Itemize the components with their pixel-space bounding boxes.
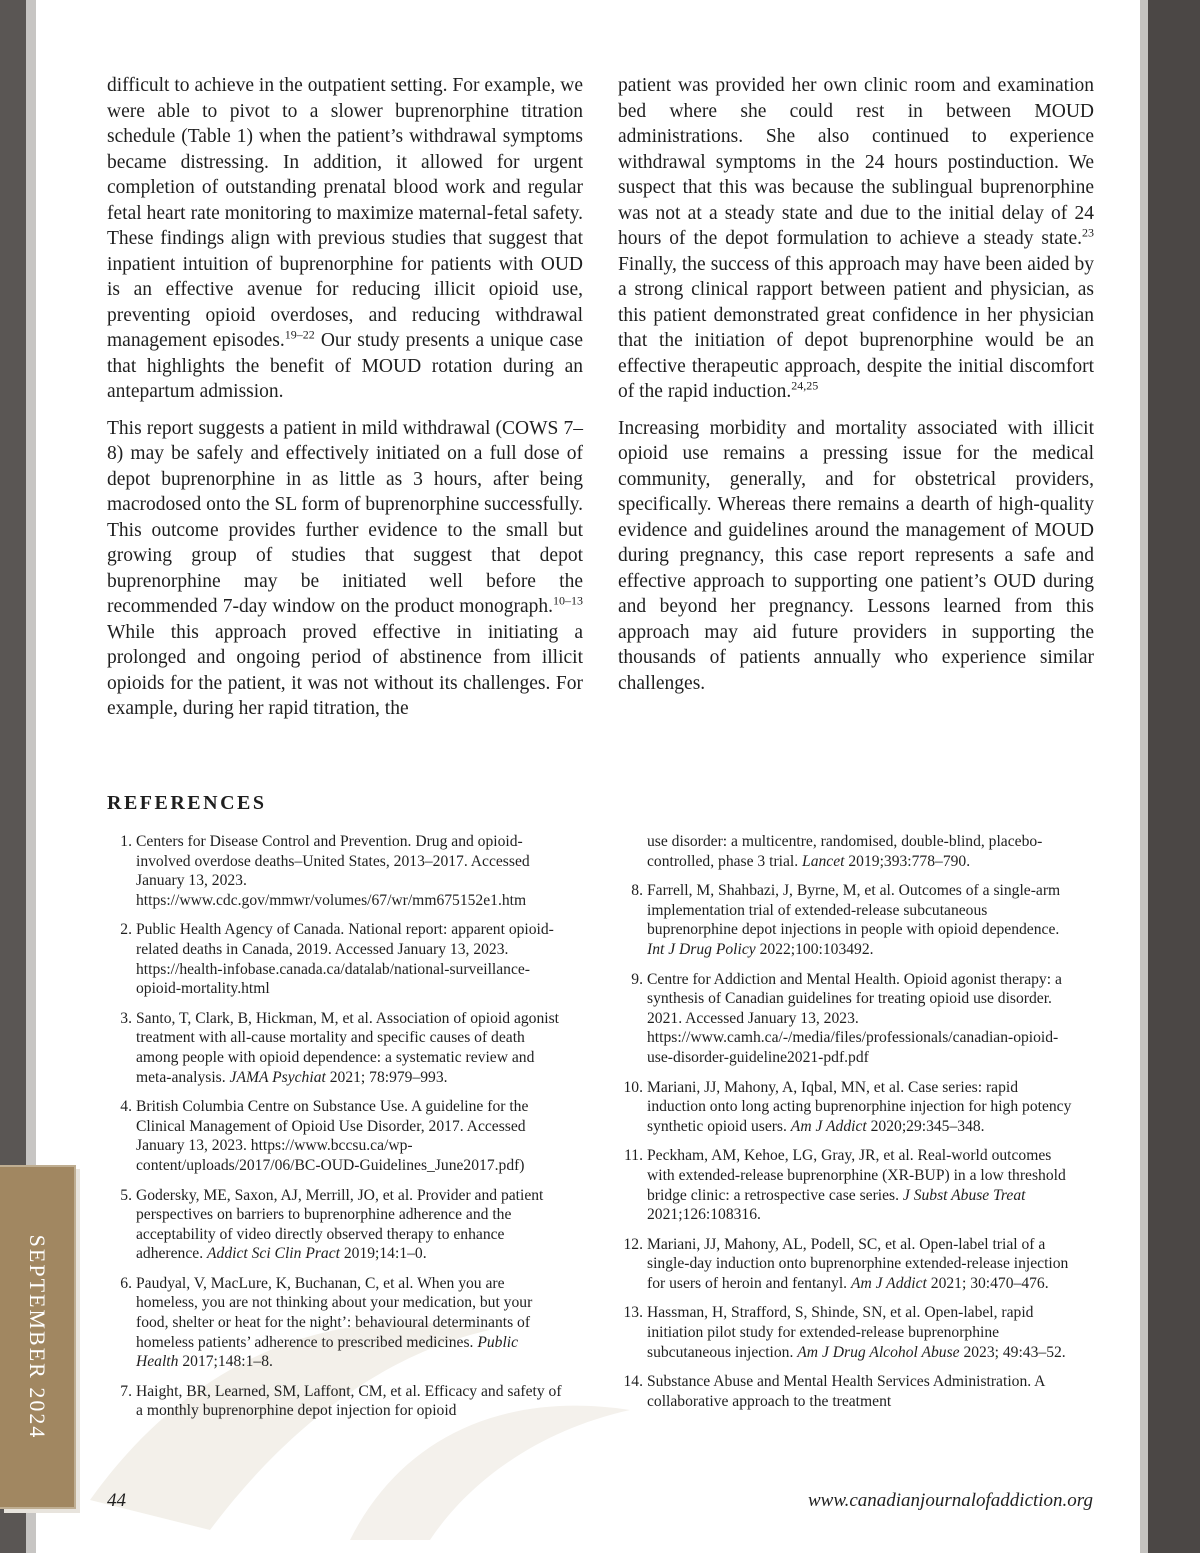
references-heading: REFERENCES: [107, 792, 267, 814]
reference-item: 10. Mariani, JJ, Mahony, A, Iqbal, MN, et al. Case series: rapid induction onto long acting buprenorphine injection for high potency synthetic opioid users. Am J Addict 2020;29:345–348.: [623, 1078, 1072, 1135]
right-margin-stripe: [1140, 0, 1148, 1553]
body-paragraph: difficult to achieve in the outpatient setting. For example, we were able to pivot to a slower buprenorphine titration schedule (Table 1) when the patient’s withdrawal symptoms became distressing. In addition, it allowed for urgent completion of outstanding prenatal blood work and regular fetal heart rate monitoring to maximize maternal-fetal safety. These findings align with previous studies that suggest that inpatient intuition of buprenorphine for patients with OUD is an effective avenue for reducing illicit opioid use, preventing opioid overdoses, and reducing withdrawal management episodes.$^{19-22}$ Our study presents a unique case that highlights the benefit of MOUD rotation during an antepartum admission.: [107, 75, 584, 402]
right-margin-bar: [1148, 0, 1200, 1553]
body-column-left: [107, 73, 583, 733]
references-list-left: [107, 832, 562, 1431]
references-list-right: [618, 832, 1073, 1421]
reference-item: 11. Peckham, AM, Kehoe, LG, Gray, JR, et al. Real-world outcomes with extended-release buprenorphine (XR-BUP) in a low threshold bridge clinic: a retrospective case series. J Subst Abuse Treat 2021;126:108316.: [624, 1147, 1066, 1224]
body-paragraph: patient was provided her own clinic room and examination bed where she could rest in between MOUD administrations. She also continued to experience withdrawal symptoms in the 24 hours postinduction. We suspect that this was because the sublingual buprenorphine was not at a steady state and due to the initial delay of 24 hours of the depot formulation to achieve a steady state.$^{23}$ Finally, the success of this approach may have been aided by a strong clinical rapport between patient and physician, as this patient demonstrated great confidence in her physician that the initiation of depot buprenorphine would be an effective therapeutic approach, despite the initial discomfort of the rapid induction.$^{24,25}$: [618, 75, 1094, 402]
reference-item: 7. Haight, BR, Learned, SM, Laffont, CM, et al. Efficacy and safety of a monthly buprenorphine depot injection for opioid: [120, 1382, 562, 1420]
reference-item: 4. British Columbia Centre on Substance Use. A guideline for the Clinical Management of Opioid Use Disorder, 2017. Accessed January 13, 2023. https://www.bccsu.ca/wp-content/uploads/2017/06/BC-OUD-Guidelines_June2017.pdf): [120, 1098, 529, 1174]
citation-superscript: 19–22: [284, 327, 315, 342]
reference-item: 1. Centers for Disease Control and Prevention. Drug and opioid-involved overdose deaths–United States, 2013–2017. Accessed January 13, 2023. https://www.cdc.gov/mmwr/volumes/67/wr/mm675152e1.htm: [120, 833, 530, 909]
reference-item: 14. Substance Abuse and Mental Health Services Administration. A collaborative approach to the treatment: [623, 1373, 1045, 1410]
reference-item: 12. Mariani, JJ, Mahony, AL, Podell, SC, et al. Open-label trial of a single-day induction onto buprenorphine extended-release injection for users of heroin and fentanyl. Am J Addict 2021; 30:470–476.: [623, 1235, 1069, 1292]
reference-item: 2. Public Health Agency of Canada. National report: apparent opioid-related deaths in Canada, 2019. Accessed January 13, 2023. https://health-infobase.canada.ca/datalab/national-surveillance-opioid-mortality.html: [120, 921, 554, 998]
journal-url[interactable]: www.canadianjournalofaddiction.org: [807, 1490, 1093, 1511]
body-paragraph: Increasing morbidity and mortality associated with illicit opioid use remains a pressing issue for the medical community, generally, and for obstetrical providers, specifically. Whereas there remains a dearth of high-quality evidence and guidelines around the management of MOUD during pregnancy, this case report represents a safe and effective approach to supporting one patient’s OUD during and beyond her pregnancy. Lessons learned from this approach may aid future providers in supporting the thousands of patients annually who experience similar challenges.: [618, 417, 1094, 694]
reference-item: 6. Paudyal, V, MacLure, K, Buchanan, C, et al. When you are homeless, you are not thinking about your medication, but your food, shelter or heat for the night’: behavioural determinants of homeless patients’ adherence to prescribed medicines. Public Health 2017;148:1–8.: [120, 1274, 533, 1371]
reference-item: 5. Godersky, ME, Saxon, AJ, Merrill, JO, et al. Provider and patient perspectives on barriers to buprenorphine adherence and the acceptability of video directly observed therapy to enhance adherence. Addict Sci Clin Pract 2019;14:1–0.: [120, 1186, 544, 1263]
citation-superscript: 23: [1082, 225, 1094, 240]
reference-item-continued: use disorder: a multicentre, randomised, double-blind, placebo-controlled, phase 3 trial. Lancet 2019;393:778–790.: [647, 833, 1043, 870]
citation-superscript: 24,25: [791, 378, 819, 393]
issue-date-label: SEPTEMBER 2024: [25, 1234, 50, 1440]
body-column-right: [618, 73, 1094, 707]
reference-item: 13. Hassman, H, Strafford, S, Shinde, SN, et al. Open-label, rapid initiation pilot study for extended-release buprenorphine subcutaneous injection. Am J Drug Alcohol Abuse 2023; 49:43–52.: [623, 1304, 1066, 1361]
page-number: 44: [107, 1490, 126, 1511]
reference-item: 8. Farrell, M, Shahbazi, J, Byrne, M, et al. Outcomes of a single-arm implementation trial of extended-release subcutaneous buprenorphine depot injections in people with opioid dependence. Int J Drug Policy 2022;100:103492.: [631, 882, 1061, 958]
reference-item: 9. Centre for Addiction and Mental Health. Opioid agonist therapy: a synthesis of Canadian guidelines for treating opioid use disorder. 2021. Accessed January 13, 2023. https://www.camh.ca/-/media/files/professionals/canadian-opioid-use-disorder-guideline2021-pdf.pdf: [631, 970, 1062, 1066]
issue-date-tab: [0, 1165, 76, 1509]
citation-superscript: 10–13: [553, 593, 583, 608]
reference-item: 3. Santo, T, Clark, B, Hickman, M, et al. Association of opioid agonist treatment with all-cause mortality and specific causes of death among people with opioid dependence: a systematic review and meta-analysis. JAMA Psychiat 2021; 78:979–993.: [120, 1009, 560, 1086]
body-paragraph: This report suggests a patient in mild withdrawal (COWS 7–8) may be safely and effectively initiated on a full dose of depot buprenorphine in as little as 3 hours, after being macrodosed onto the SL form of buprenorphine successfully. This outcome provides further evidence to the small but growing group of studies that suggest that depot buprenorphine may be initiated well before the recommended 7-day window on the product monograph.$^{10-13}$ While this approach proved effective in initiating a prolonged and ongoing period of abstinence from illicit opioids for the patient, it was not without its challenges. For example, during her rapid titration, the: [107, 417, 583, 719]
